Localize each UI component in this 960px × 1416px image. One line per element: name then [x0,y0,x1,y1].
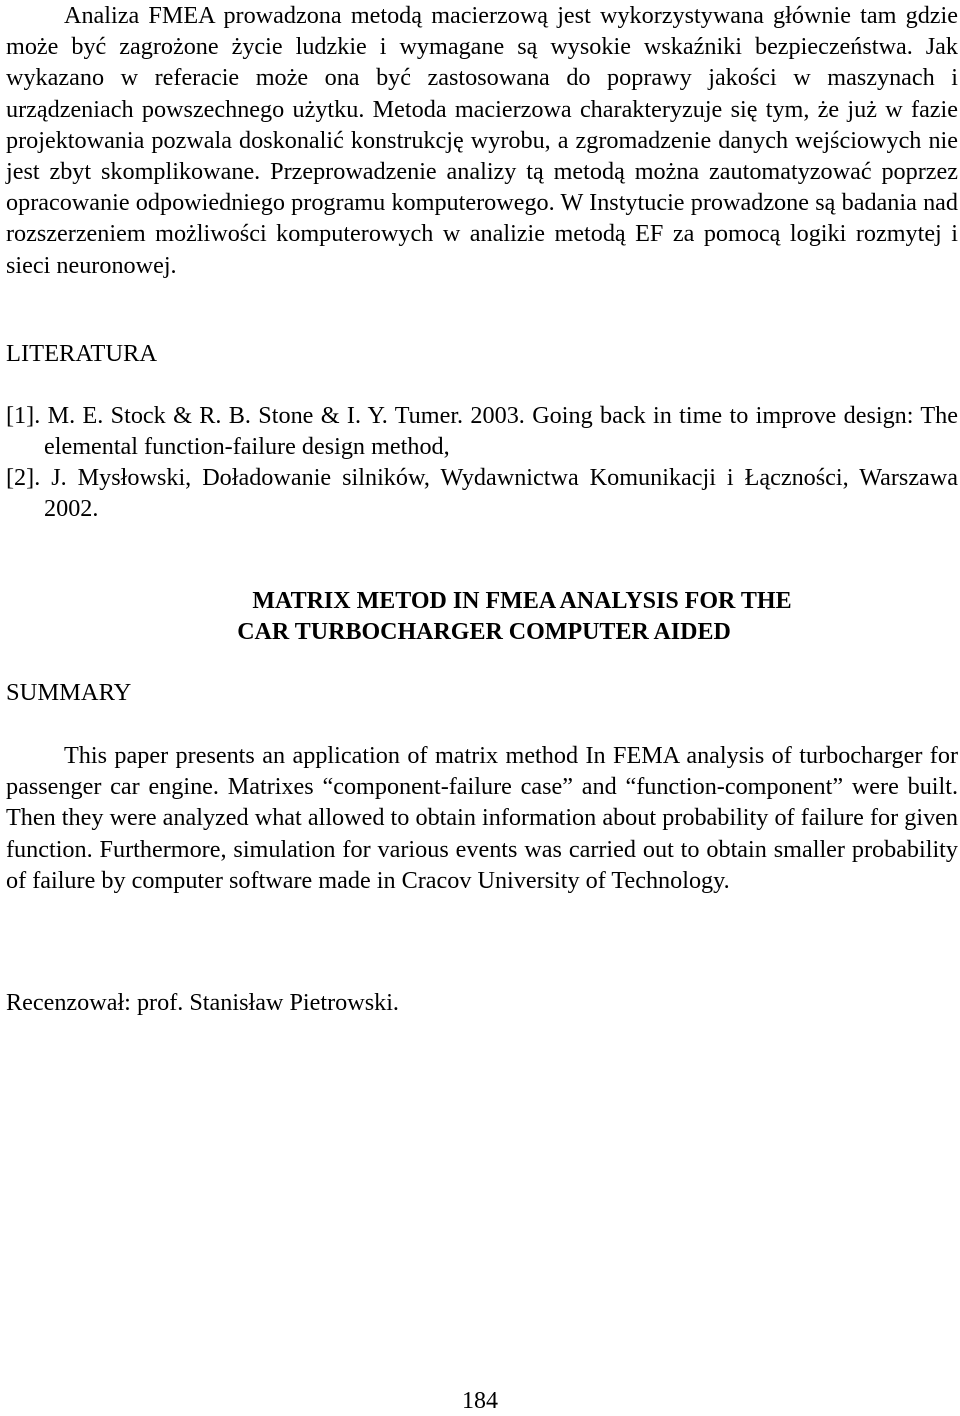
page-number: 184 [462,1388,498,1414]
english-title [6,586,958,648]
summary-heading: SUMMARY [6,679,132,706]
reference-item-1: [1]. M. E. Stock & R. B. Stone & I. Y. Tumer. 2003. Going back in time to improve design: The elemental function-failure design method, [6,402,958,460]
literature-heading: LITERATURA [6,340,158,367]
summary-paragraph: This paper presents an application of matrix method In FEMA analysis of turbocharger for passenger car engine. Matrixes “component-failure case” and “function-component” were built. Then they were analyzed what allowed to obtain information about probability of failure for given function. Furthermore, simulation for various events was carried out to obtain smaller probability of failure by computer software made in Cracov University of Technology. [6,742,958,894]
reviewer-note: Recenzował: prof. Stanisław Pietrowski. [6,989,399,1016]
document-page [6,0,958,1414]
reference-list [6,400,958,524]
conclusion-paragraph: Analiza FMEA prowadzona metodą macierzową jest wykorzystywana głównie tam gdzie może być zagrożone życie ludzkie i wymagane są wysokie wskaźniki bezpieczeństwa. Jak wykazano w referacie może ona być zastosowana do poprawy jakości w maszynach i urządzeniach powszechnego użytku. Metoda macierzowa charakteryzuje się tym, że już w fazie projektowania pozwala doskonalić konstrukcję wyrobu, a zgromadzenie danych wejściowych nie jest zbyt skomplikowane. Przeprowadzenie analizy tą metodą można zautomatyzować poprzez opracowanie odpowiedniego programu komputerowego. W Instytucie prowadzone są badania nad rozszerzeniem możliwości komputerowych w analizie metodą EF za pomocą logiki rozmytej i sieci neuronowej. [6,2,958,279]
english-title-line-2: CAR TURBOCHARGER COMPUTER AIDED [237,619,731,645]
reference-item-2: [2]. J. Mysłowski, Doładowanie silników, Wydawnictwa Komunikacji i Łączności, Warszawa 2002. [6,464,958,522]
english-title-line-1: MATRIX METOD IN FMEA ANALYSIS FOR THE [252,588,792,614]
